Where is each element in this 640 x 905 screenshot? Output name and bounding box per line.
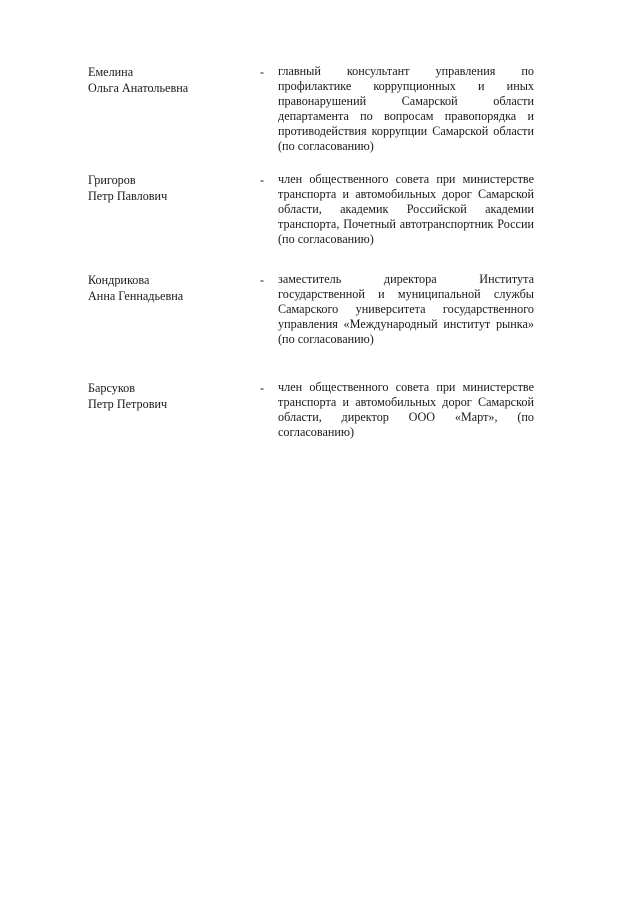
separator-dash: - bbox=[260, 381, 265, 395]
member-surname: Емелина bbox=[88, 65, 134, 79]
member-role: главный консультант управления по профилактике коррупционных и иных правонарушений Самарской области департамента по вопросам правопорядка и противодействия коррупции Самарской области (по согласованию) bbox=[278, 64, 534, 153]
member-role: заместитель директора Института государственной и муниципальной службы Самарского университета государственного управления «Международный институт рынка» (по согласованию) bbox=[278, 272, 534, 346]
separator-dash: - bbox=[260, 65, 265, 79]
member-name bbox=[88, 172, 253, 204]
member-name bbox=[88, 272, 253, 304]
member-given-names: Петр Павлович bbox=[88, 189, 168, 203]
member-given-names: Ольга Анатольевна bbox=[88, 81, 189, 95]
member-given-names: Петр Петрович bbox=[88, 397, 168, 411]
member-surname: Барсуков bbox=[88, 381, 135, 395]
member-role: член общественного совета при министерстве транспорта и автомобильных дорог Самарской области, академик Российской академии транспорта, Почетный автотранспортник России (по согласованию) bbox=[278, 172, 534, 246]
separator-dash: - bbox=[260, 173, 265, 187]
separator-dash: - bbox=[260, 273, 265, 287]
member-role: член общественного совета при министерстве транспорта и автомобильных дорог Самарской области, директор ООО «Март», (по согласованию) bbox=[278, 380, 534, 439]
member-name bbox=[88, 64, 253, 96]
member-name bbox=[88, 380, 253, 412]
member-surname: Григоров bbox=[88, 173, 136, 187]
member-given-names: Анна Геннадьевна bbox=[88, 289, 184, 303]
member-surname: Кондрикова bbox=[88, 273, 150, 287]
